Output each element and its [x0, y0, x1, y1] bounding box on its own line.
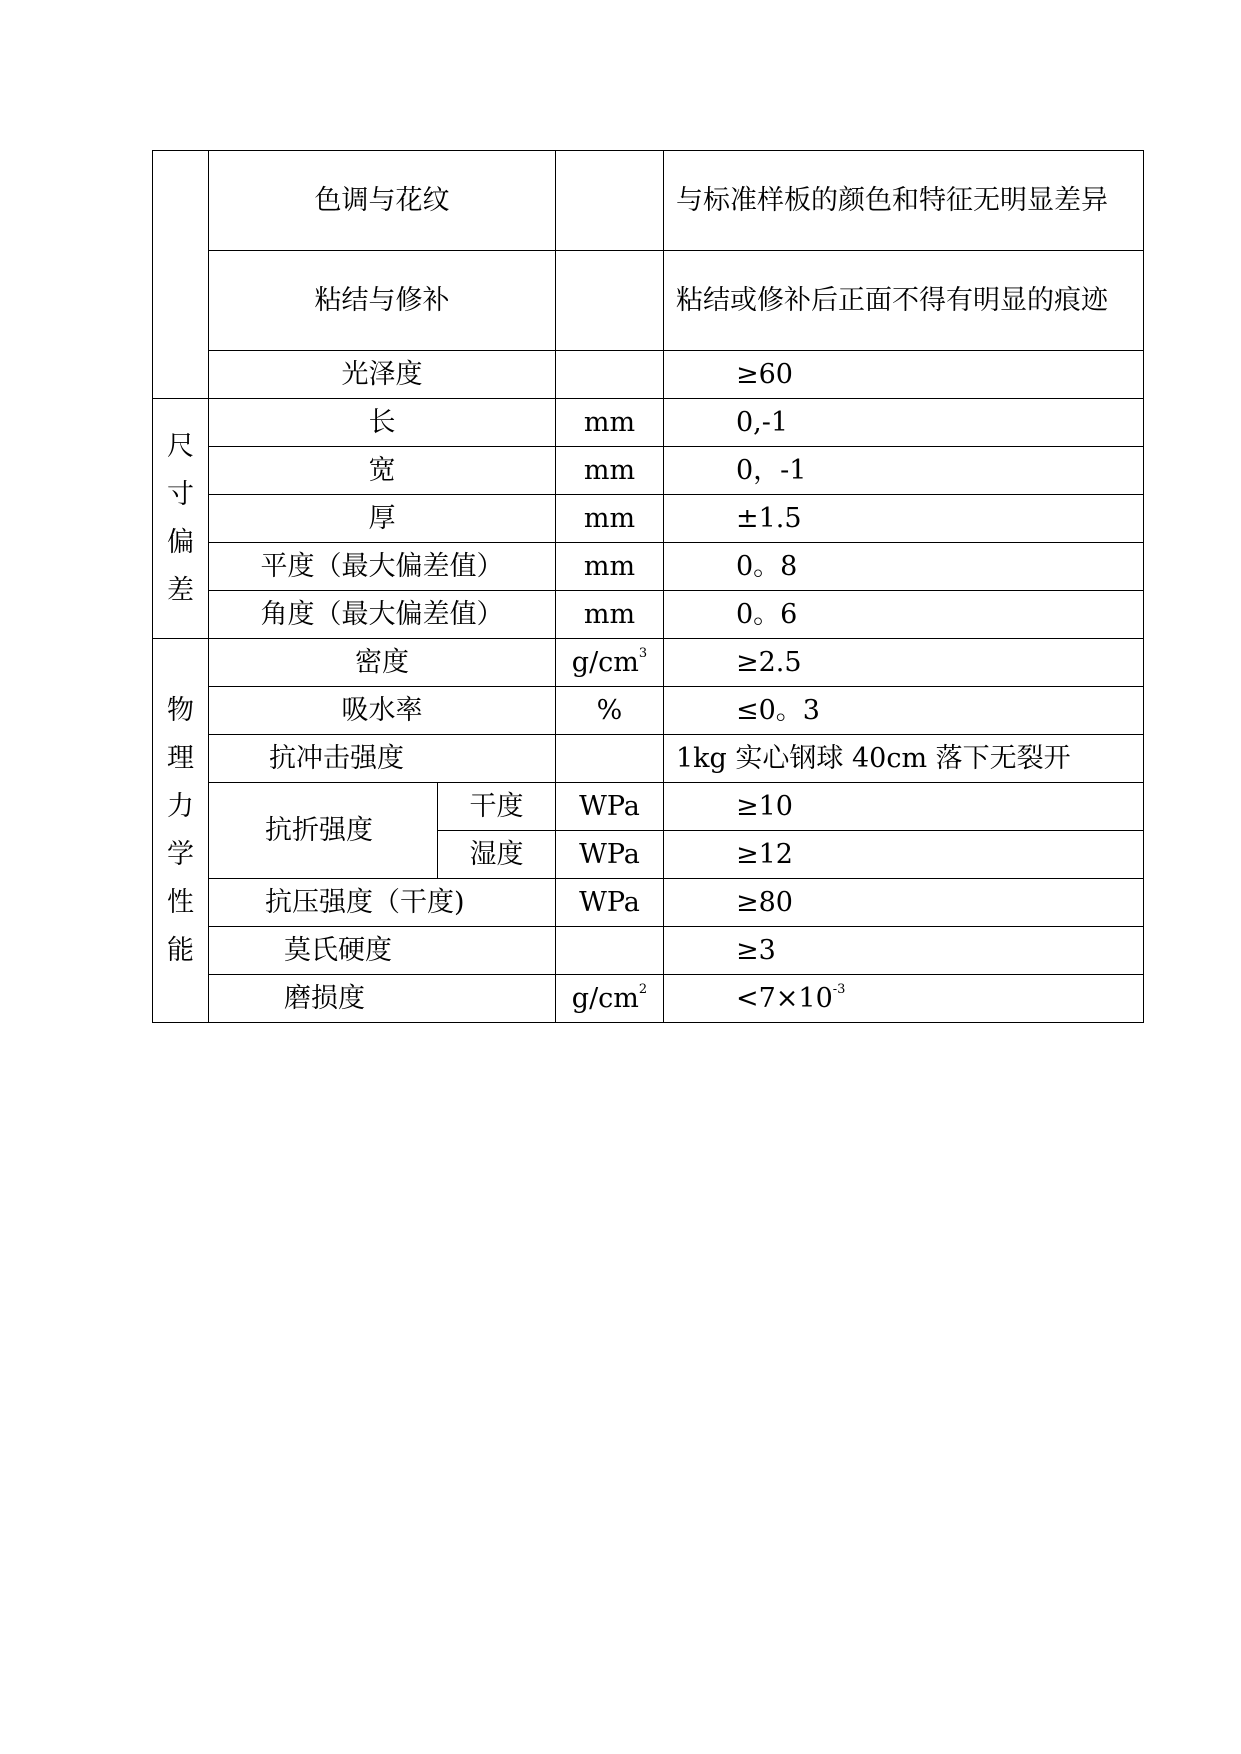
unit-cell: mm [556, 591, 664, 639]
group-label-char: 尺 [167, 430, 194, 462]
unit-cell [556, 975, 664, 1023]
requirement-cell: ≥12 [664, 831, 1144, 879]
table-row [153, 639, 1144, 687]
unit-cell: % [556, 687, 664, 735]
unit-cell: mm [556, 495, 664, 543]
requirement-superscript: -3 [832, 982, 846, 997]
requirement-cell: ≥10 [664, 783, 1144, 831]
group-label-char: 偏 [167, 526, 194, 558]
item-cell: 平度（最大偏差值） [209, 543, 556, 591]
table-row [153, 447, 1144, 495]
requirement-cell: 粘结或修补后正面不得有明显的痕迹 [664, 251, 1144, 351]
requirement-cell: ≥60 [664, 351, 1144, 399]
item-cell: 莫氏硬度 [209, 927, 556, 975]
table-row [153, 975, 1144, 1023]
item-cell: 密度 [209, 639, 556, 687]
item-cell: 抗冲击强度 [209, 735, 556, 783]
item-cell: 抗压强度（干度) [209, 879, 556, 927]
group-label-char: 寸 [167, 478, 194, 510]
unit-cell [556, 735, 664, 783]
unit-cell: mm [556, 447, 664, 495]
group-label-char: 物 [167, 694, 194, 726]
sub-item-cell: 干度 [438, 783, 556, 831]
table-row [153, 879, 1144, 927]
item-cell: 粘结与修补 [209, 251, 556, 351]
sub-item-cell: 湿度 [438, 831, 556, 879]
unit-cell [556, 151, 664, 251]
item-cell: 抗折强度 [209, 783, 438, 879]
table-row [153, 927, 1144, 975]
group-label-char: 理 [167, 742, 194, 774]
table-row [153, 399, 1144, 447]
requirement-cell: 1kg 实心钢球 40cm 落下无裂开 [664, 735, 1144, 783]
unit-superscript: 2 [638, 982, 648, 997]
table-row [153, 251, 1144, 351]
table-row [153, 783, 1144, 831]
group-label-char: 性 [167, 886, 194, 918]
group-label-char: 学 [167, 838, 194, 870]
unit-cell [556, 351, 664, 399]
requirement-cell: 0，-1 [664, 447, 1144, 495]
requirement-cell: ≥80 [664, 879, 1144, 927]
requirement-cell: ≥2.5 [664, 639, 1144, 687]
requirement-cell: 0,-1 [664, 399, 1144, 447]
table-row [153, 495, 1144, 543]
group-label-char: 差 [167, 574, 194, 606]
table-row [153, 543, 1144, 591]
item-cell: 厚 [209, 495, 556, 543]
unit-superscript: 3 [638, 646, 648, 661]
unit-cell: WPa [556, 831, 664, 879]
requirement-cell: ±1.5 [664, 495, 1144, 543]
unit-cell: WPa [556, 879, 664, 927]
item-cell: 宽 [209, 447, 556, 495]
unit-base: g/cm [571, 983, 639, 1014]
item-cell: 吸水率 [209, 687, 556, 735]
item-cell: 磨损度 [209, 975, 556, 1023]
requirement-cell: ≤0。3 [664, 687, 1144, 735]
group-label-dimension [153, 399, 209, 639]
requirement-cell: 0。6 [664, 591, 1144, 639]
table-row [153, 351, 1144, 399]
requirement-base: <7×10 [736, 983, 833, 1014]
unit-cell [556, 639, 664, 687]
unit-cell: mm [556, 543, 664, 591]
table-row [153, 151, 1144, 251]
group-label-char: 能 [167, 934, 194, 966]
requirement-cell: 与标准样板的颜色和特征无明显差异 [664, 151, 1144, 251]
group-label-appearance [153, 151, 209, 399]
unit-cell [556, 251, 664, 351]
spec-table [152, 150, 1144, 1023]
requirement-cell [664, 975, 1144, 1023]
item-cell: 角度（最大偏差值） [209, 591, 556, 639]
unit-cell: WPa [556, 783, 664, 831]
item-cell: 光泽度 [209, 351, 556, 399]
unit-base: g/cm [571, 647, 639, 678]
requirement-cell: 0。8 [664, 543, 1144, 591]
group-label-physical [153, 639, 209, 1023]
requirement-cell: ≥3 [664, 927, 1144, 975]
group-label-char: 力 [167, 790, 194, 822]
item-cell: 色调与花纹 [209, 151, 556, 251]
table-row [153, 735, 1144, 783]
unit-cell: mm [556, 399, 664, 447]
table-row [153, 687, 1144, 735]
item-cell: 长 [209, 399, 556, 447]
table-row [153, 591, 1144, 639]
unit-cell [556, 927, 664, 975]
